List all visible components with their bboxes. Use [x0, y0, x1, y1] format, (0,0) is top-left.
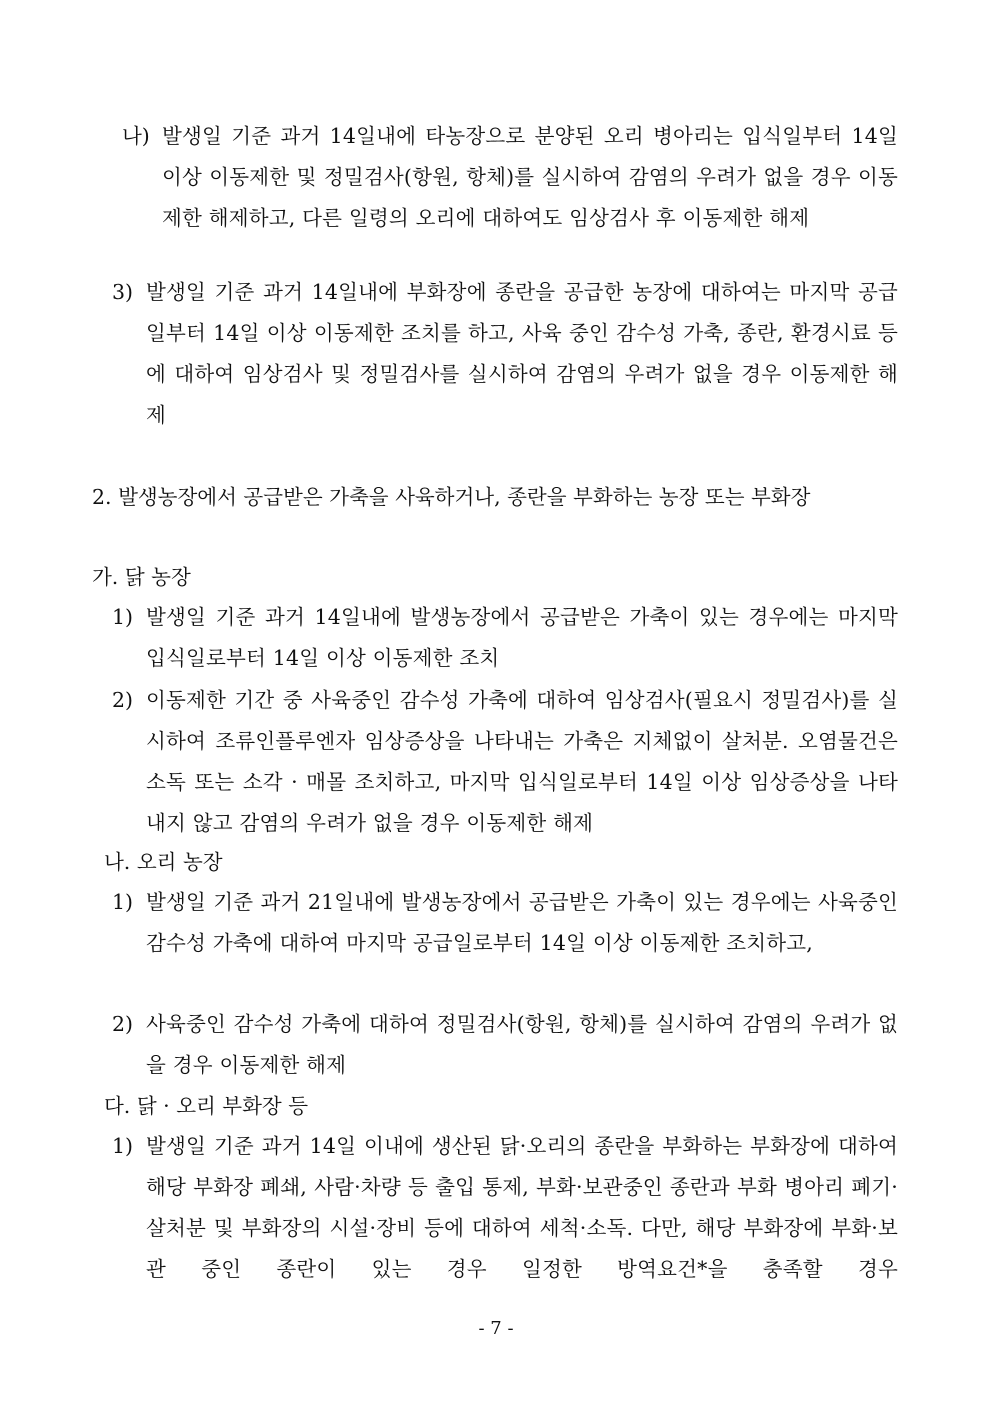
subheading-ga: 가. 닭 농장	[92, 565, 191, 589]
item-marker: 2)	[112, 688, 134, 712]
item-text: 발생일 기준 과거 14일 이내에 생산된 닭·오리의 종란을 부화하는 부화장에 대하여 해당 부화장 폐쇄, 사람·차량 등 출입 통제, 부화·보관중인 종란과 부화 병아리 폐기·살처분 및 부화장의 시설·장비 등에 대하여 세척·소독. 다만, 해당 부화장에 부화·보관 중인 종란이 있는 경우 일정한 방역요건*을 충족할 경우	[146, 1134, 898, 1281]
item-ga-2	[112, 680, 898, 844]
item-text: 발생일 기준 과거 14일내에 타농장으로 분양된 오리 병아리는 입식일부터 14일 이상 이동제한 및 정밀검사(항원, 항체)를 실시하여 감염의 우려가 없을 경우 이동제한 해제하고, 다른 일령의 오리에 대하여도 임상검사 후 이동제한 해제	[162, 124, 898, 230]
item-na-1	[112, 882, 898, 964]
item-marker: 나)	[122, 124, 150, 148]
item-3	[112, 272, 898, 436]
item-na-paren	[122, 116, 898, 239]
item-marker: 2)	[112, 1012, 134, 1036]
section-heading-2: 2. 발생농장에서 공급받은 가축을 사육하거나, 종란을 부화하는 농장 또는 부화장	[92, 485, 811, 509]
item-ga-1	[112, 597, 898, 679]
page-number: - 7 -	[478, 1318, 514, 1339]
item-text: 발생일 기준 과거 14일내에 발생농장에서 공급받은 가축이 있는 경우에는 마지막 입식일로부터 14일 이상 이동제한 조치	[146, 605, 898, 670]
item-marker: 1)	[112, 605, 134, 629]
item-na-2	[112, 1004, 898, 1086]
item-text: 발생일 기준 과거 21일내에 발생농장에서 공급받은 가축이 있는 경우에는 사육중인 감수성 가축에 대하여 마지막 공급일로부터 14일 이상 이동제한 조치하고,	[146, 890, 898, 955]
item-da-1	[112, 1126, 898, 1290]
item-marker: 1)	[112, 890, 134, 914]
item-text: 사육중인 감수성 가축에 대하여 정밀검사(항원, 항체)를 실시하여 감염의 우려가 없을 경우 이동제한 해제	[146, 1012, 898, 1077]
item-text: 발생일 기준 과거 14일내에 부화장에 종란을 공급한 농장에 대하여는 마지막 공급일부터 14일 이상 이동제한 조치를 하고, 사육 중인 감수성 가축, 종란, 환경시료 등에 대하여 임상검사 및 정밀검사를 실시하여 감염의 우려가 없을 경우 이동제한 해제	[146, 280, 898, 427]
item-marker: 1)	[112, 1134, 134, 1158]
subheading-na: 나. 오리 농장	[104, 850, 223, 874]
subheading-da: 다. 닭 · 오리 부화장 등	[104, 1094, 309, 1118]
item-text: 이동제한 기간 중 사육중인 감수성 가축에 대하여 임상검사(필요시 정밀검사)를 실시하여 조류인플루엔자 임상증상을 나타내는 가축은 지체없이 살처분. 오염물건은 소독 또는 소각 · 매몰 조치하고, 마지막 입식일로부터 14일 이상 임상증상을 나타내지 않고 감염의 우려가 없을 경우 이동제한 해제	[146, 688, 898, 835]
item-marker: 3)	[112, 280, 134, 304]
